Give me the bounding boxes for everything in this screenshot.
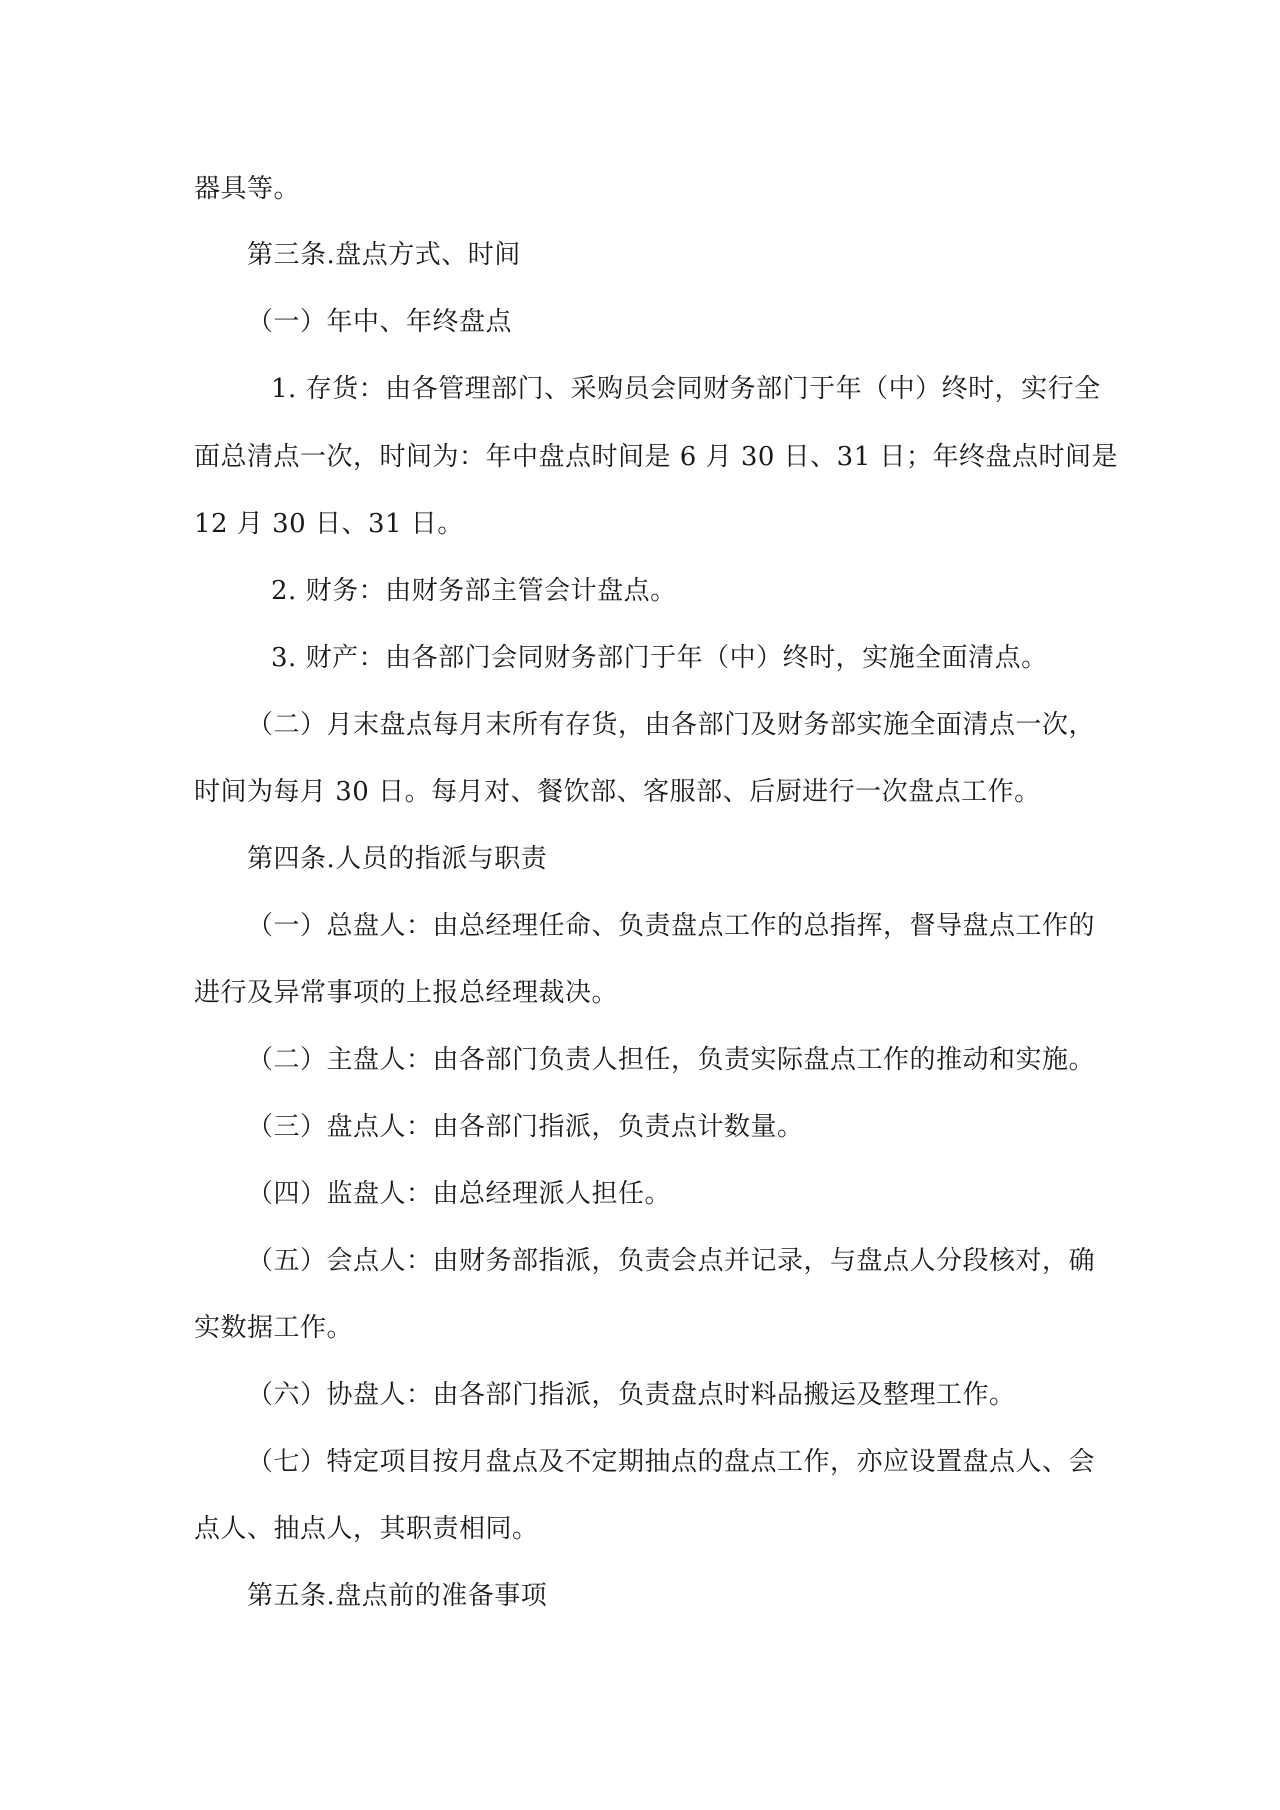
text-line-9: （二）月末盘点每月末所有存货，由各部门及财务部实施全面清点一次， [247, 710, 1096, 740]
text-line-6: 12 月 30 日、31 日。 [194, 509, 464, 539]
text-line-4: 1. 存货：由各管理部门、采购员会同财务部门于年（中）终时，实行全 [271, 374, 1101, 404]
text-line-17: （五）会点人：由财务部指派，负责会点并记录，与盘点人分段核对，确 [247, 1246, 1096, 1276]
text-line-16: （四）监盘人：由总经理派人担任。 [247, 1179, 672, 1209]
text-line-15: （三）盘点人：由各部门指派，负责点计数量。 [247, 1112, 804, 1142]
text-line-21: 点人、抽点人，其职责相同。 [194, 1514, 539, 1544]
article-5-heading: 第五条.盘点前的准备事项 [247, 1581, 548, 1611]
text-line-12: （一）总盘人：由总经理任命、负责盘点工作的总指挥，督导盘点工作的 [247, 911, 1096, 941]
text-line-8: 3. 财产：由各部门会同财务部门于年（中）终时，实施全面清点。 [271, 643, 1048, 673]
section-1-heading: （一）年中、年终盘点 [247, 307, 513, 337]
text-line-1: 器具等。 [194, 174, 301, 204]
text-line-5: 面总清点一次，时间为：年中盘点时间是 6 月 30 日、31 日；年终盘点时间是 [194, 442, 1119, 472]
text-line-18: 实数据工作。 [194, 1313, 354, 1343]
text-line-14: （二）主盘人：由各部门负责人担任，负责实际盘点工作的推动和实施。 [247, 1045, 1096, 1075]
text-line-19: （六）协盘人：由各部门指派，负责盘点时料品搬运及整理工作。 [247, 1380, 1016, 1410]
text-line-20: （七）特定项目按月盘点及不定期抽点的盘点工作，亦应设置盘点人、会 [247, 1447, 1096, 1477]
article-4-heading: 第四条.人员的指派与职责 [247, 844, 548, 874]
text-line-7: 2. 财务：由财务部主管会计盘点。 [271, 576, 677, 606]
text-line-13: 进行及异常事项的上报总经理裁决。 [194, 978, 619, 1008]
article-3-heading: 第三条.盘点方式、时间 [247, 240, 521, 270]
text-line-10: 时间为每月 30 日。每月对、餐饮部、客服部、后厨进行一次盘点工作。 [194, 777, 1041, 807]
